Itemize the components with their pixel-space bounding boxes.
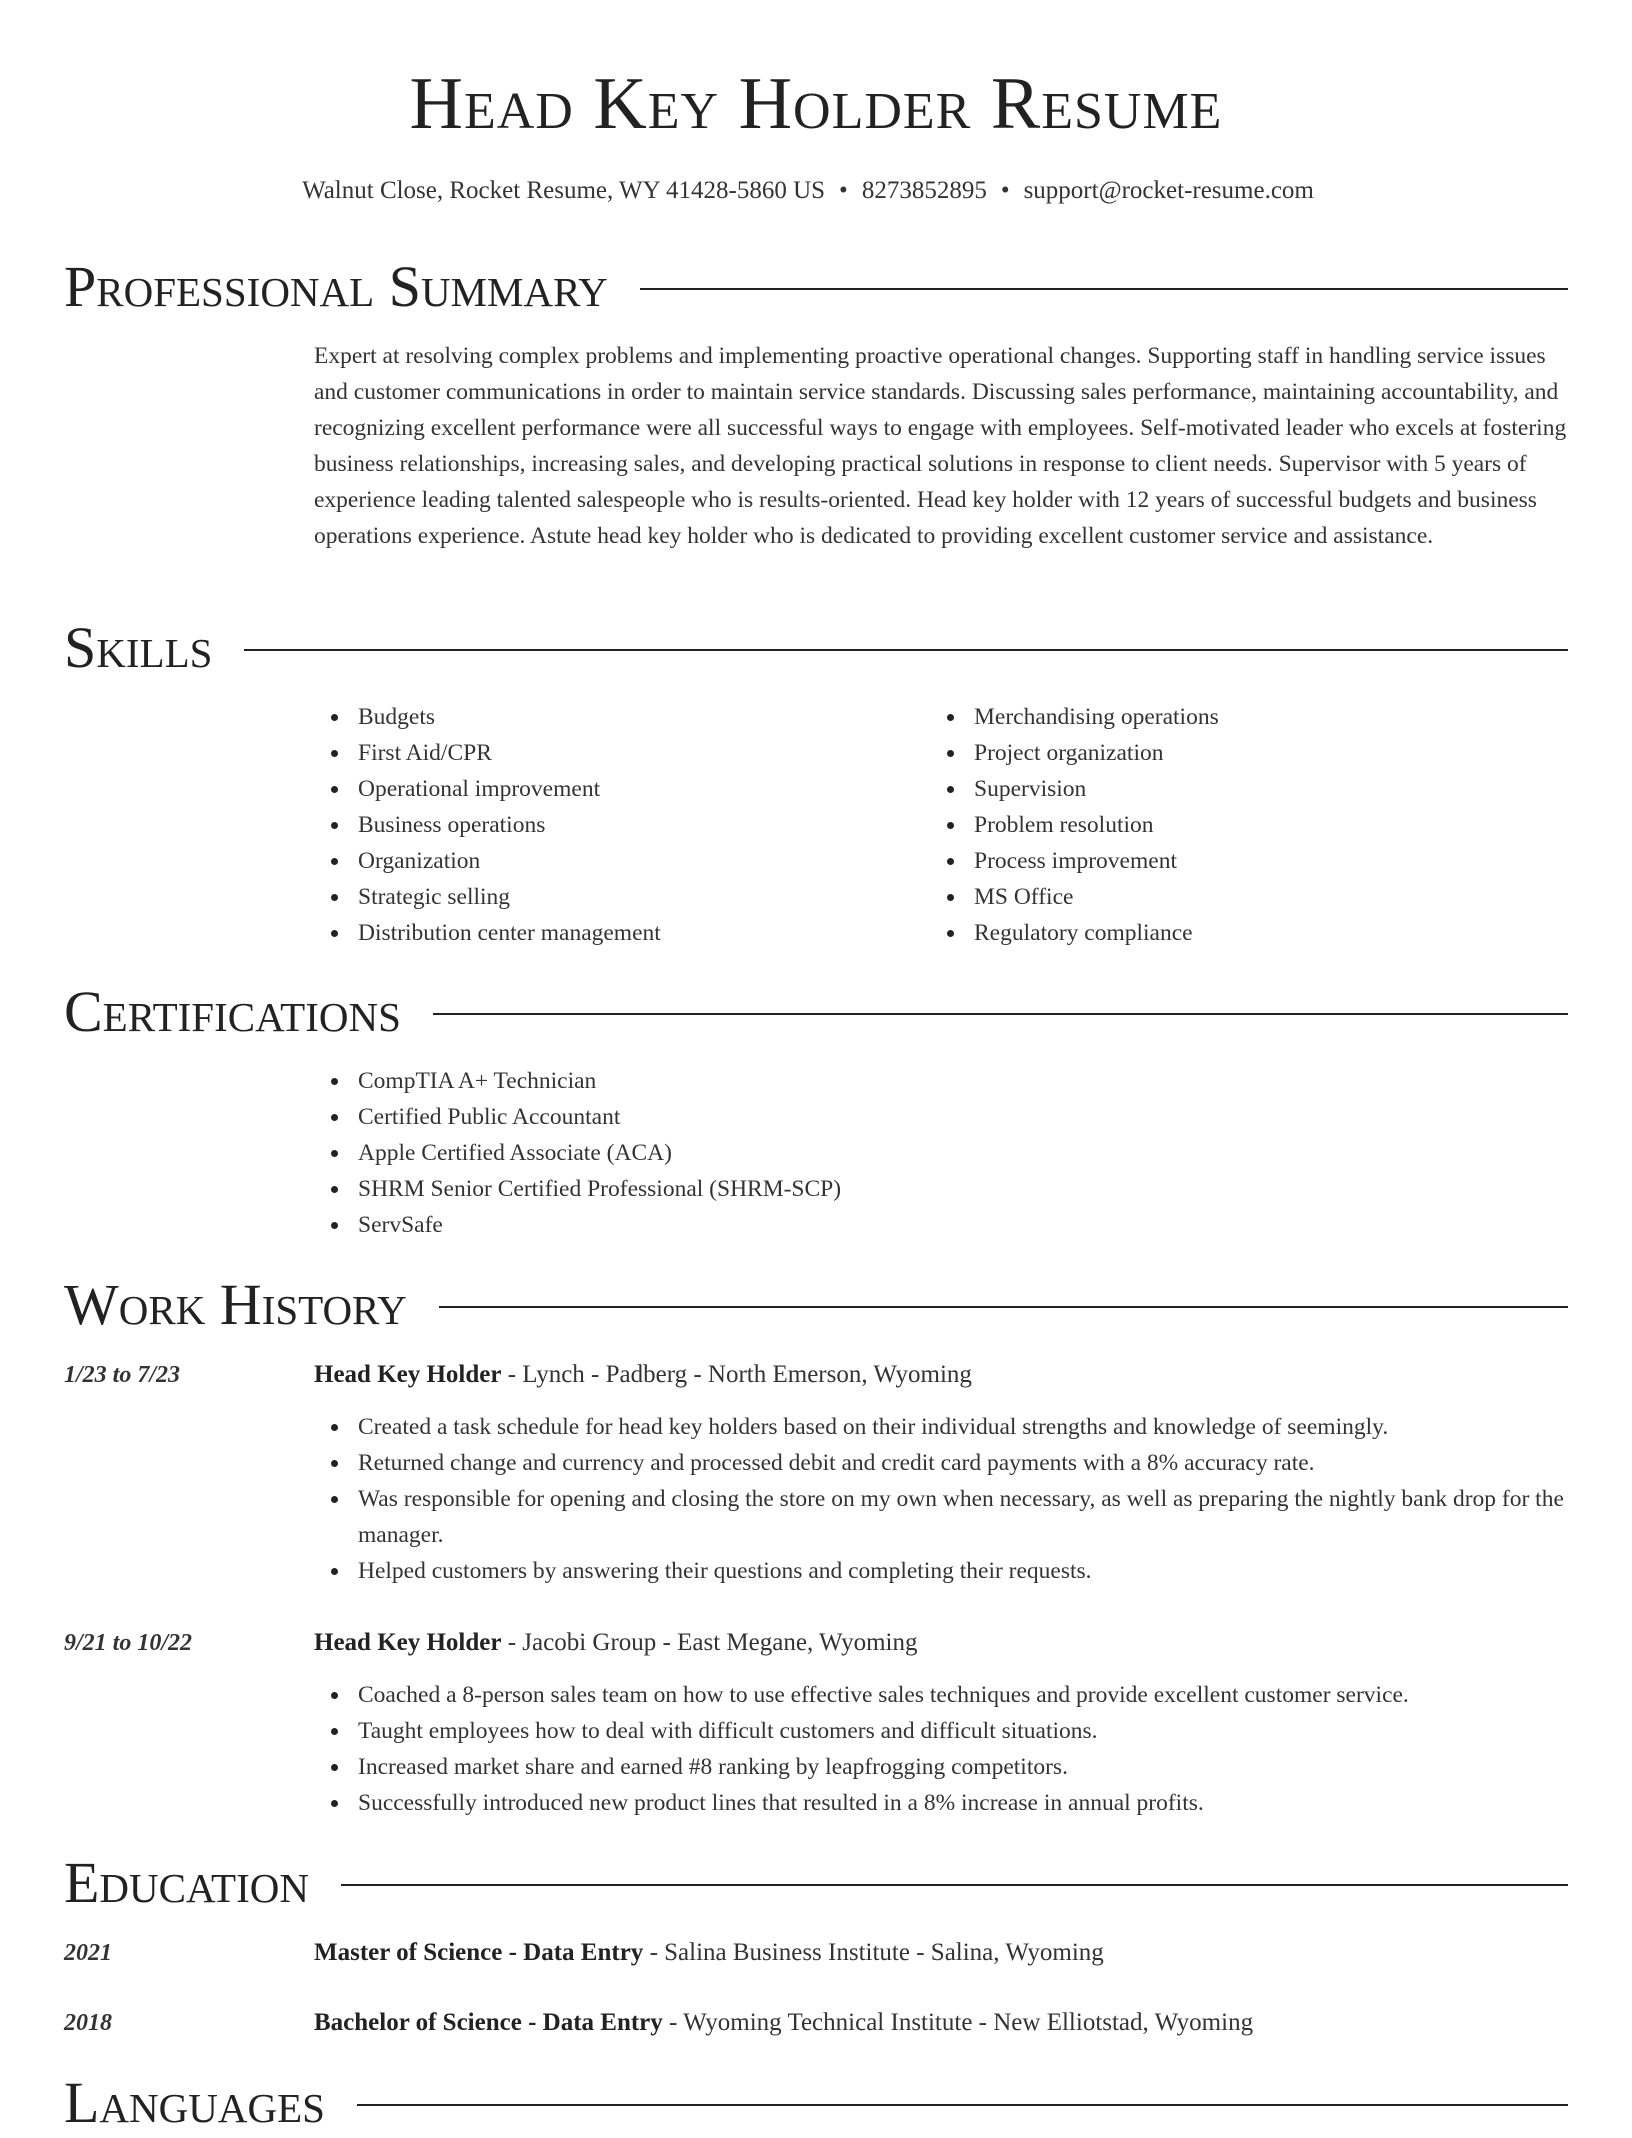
section-header-summary [64,252,1568,322]
contact-line [0,174,1616,208]
education-degree: Bachelor of Science - Data Entry [314,2009,663,2036]
contact-separator: • [839,177,848,204]
section-divider [357,2104,1568,2106]
job-bullet: Was responsible for opening and closing the store on my own when necessary, as well as preparing the nightly bank drop for the manager. [314,1481,1568,1553]
resume-title: Head Key Holder Resume [409,63,1223,145]
section-header-languages [64,2068,1568,2138]
certification-item: Apple Certified Associate (ACA) [314,1135,1568,1171]
skill-item: Regulatory compliance [930,915,1530,951]
section-header-work-history [64,1270,1568,1340]
contact-address: Walnut Close, Rocket Resume, WY 41428-5860 US [302,177,826,204]
contact-phone: 8273852895 [861,177,987,204]
certification-item: Certified Public Accountant [314,1099,1568,1135]
contact-separator: • [1000,177,1010,204]
job-bullet: Successfully introduced new product lines that resulted in a 8% increase in annual profits. [314,1785,1568,1821]
job-dates: 1/23 to 7/23 [64,1362,181,1388]
education-school: - Wyoming Technical Institute - New Elliotstad, Wyoming [662,2009,1254,2036]
section-title-certifications: Certifications [64,979,401,1044]
job-title: Head Key Holder [314,1361,502,1388]
education-year: 2018 [64,2010,112,2036]
education-year: 2021 [64,1940,112,1966]
certification-item: ServSafe [314,1207,1568,1243]
skill-item: Business operations [314,807,914,843]
job-bullets [314,1677,1568,1821]
education-entry [314,1935,1568,1971]
certifications-list [314,1063,1568,1243]
job-employer: - Lynch - Padberg - North Emerson, Wyoming [501,1361,972,1388]
skill-item: Merchandising operations [930,699,1530,735]
job-employer: - Jacobi Group - East Megane, Wyoming [501,1629,918,1656]
summary-text: Expert at resolving complex problems and implementing proactive operational changes. Supporting staff in handling service issues and customer communications in order to maintain service standards. Discussing sales performance, maintaining accountability, and recognizing excellent performance were all successful ways to engage with employees. Self-motivated leader who excels at fostering business relationships, increasing sales, and developing practical solutions in response to client needs. Supervisor with 5 years of experience leading talented salespeople who is results-oriented. Head key holder with 12 years of successful budgets and business operations experience. Astute head key holder who is dedicated to providing excellent customer service and assistance. [314,343,1567,549]
section-title-work-history: Work History [64,1272,407,1337]
section-title-education: Education [64,1850,309,1915]
skill-item: MS Office [930,879,1530,915]
section-divider [244,649,1568,651]
skill-item: First Aid/CPR [314,735,914,771]
section-header-certifications [64,977,1568,1047]
job-dates: 9/21 to 10/22 [64,1630,193,1656]
section-title-languages: Languages [64,2070,325,2135]
contact-email: support@rocket-resume.com [1023,177,1314,204]
job-bullets [314,1409,1568,1589]
job-bullet: Returned change and currency and processed debit and credit card payments with a 8% accuracy rate. [314,1445,1568,1481]
skill-item: Problem resolution [930,807,1530,843]
job-bullet: Increased market share and earned #8 ranking by leapfrogging competitors. [314,1749,1568,1785]
skills-list-left [314,699,914,951]
section-divider [433,1013,1568,1015]
education-school: - Salina Business Institute - Salina, Wyoming [643,1939,1104,1966]
certification-item: SHRM Senior Certified Professional (SHRM-SCP) [314,1171,1568,1207]
skill-item: Operational improvement [314,771,914,807]
skill-item: Process improvement [930,843,1530,879]
education-degree: Master of Science - Data Entry [314,1939,644,1966]
skill-item: Project organization [930,735,1530,771]
job-title-line [314,1625,1568,1661]
job-bullet: Created a task schedule for head key holders based on their individual strengths and knowledge of seemingly. [314,1409,1568,1445]
skill-item: Strategic selling [314,879,914,915]
section-header-education [64,1848,1568,1918]
section-title-summary: Professional Summary [64,254,608,319]
job-title-line [314,1357,1568,1393]
certification-item: CompTIA A+ Technician [314,1063,1568,1099]
section-divider [439,1306,1568,1308]
skill-item: Organization [314,843,914,879]
skills-list-right [930,699,1530,951]
education-entry [314,2005,1568,2041]
skill-item: Budgets [314,699,914,735]
job-bullet: Helped customers by answering their questions and completing their requests. [314,1553,1568,1589]
job-bullet: Taught employees how to deal with difficult customers and difficult situations. [314,1713,1568,1749]
section-divider [341,1884,1568,1886]
job-bullet: Coached a 8-person sales team on how to use effective sales techniques and provide excellent customer service. [314,1677,1568,1713]
section-title-skills: Skills [64,615,213,680]
section-header-skills [64,613,1568,683]
section-divider [640,288,1568,290]
skill-item: Supervision [930,771,1530,807]
skill-item: Distribution center management [314,915,914,951]
job-title: Head Key Holder [314,1629,502,1656]
